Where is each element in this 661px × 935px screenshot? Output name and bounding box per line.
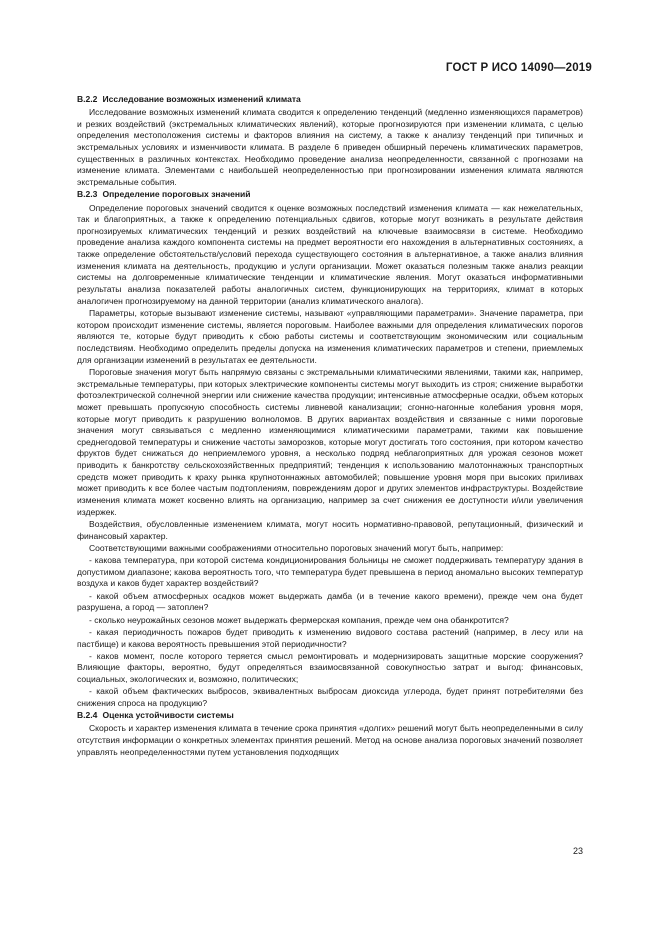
list-item: - сколько неурожайных сезонов может выдержать фермерская компания, прежде чем она обанкротится? <box>89 614 509 625</box>
list-item: - какой объем фактических выбросов, эквивалентных выбросам диоксида углерода, будет принят потребителями без снижения спроса на продукцию? <box>77 686 583 708</box>
section-title: Оценка устойчивости системы <box>102 710 234 721</box>
list-item: - какой объем атмосферных осадков может выдержать дамба (и в течение какого времени), прежде чем она будет разрушена, а город — затоплен? <box>77 590 583 613</box>
list-item: - каков момент, после которого теряется смысл ремонтировать и модернизировать защитные морские сооружения? Влияющие факторы, вероятно, будут определяться взаимосвязанной совокупностью затрат и выгод: финансовых, социальных, экологических и, возможно, политических; <box>77 650 583 685</box>
paragraph: Исследование возможных изменений климата сводится к определению тенденций (медленно изменяющихся параметров) и резких воздействий (экстремальных климатических явлений), которые прогнозируются при изменении климата, с целью определения местоположения системы и факторов влияния на систему, а также к анализу тенденций при типичных и экстремальных условиях и изменчивости климата. В разделе 6 приведен обширный перечень климатических параметров, существенных в различных контекстах. Необходимо проведение анализа неопределенности, связанной с прогнозами на изменение климата. Элементами с наибольшей неопределенностью при прогнозировании изменения климата являются экстремальные события. <box>77 107 583 188</box>
document-body <box>77 94 583 759</box>
paragraph: Определение пороговых значений сводится к оценке возможных последствий изменения климата — как нежелательных, так и благоприятных, а также к определению потенциальных сдвигов, которые могут возникать в результате действия прогнозируемых климатических тенденций и резких воздействий на ключевые взаимосвязи в системе. Необходимо проведение анализа каждого компонента системы на предмет вероятности его нахождения в альтернативных состояниях, а также определение обстоятельств/условий перехода существующего состояния в альтернативное, а также анализ влияния изменения климата на деятельность, продукцию и услуги организации. Может оказаться полезным также анализ реакции системы на долговременные климатические тенденции и климатические явления. Могут оказаться информативными результаты анализа показателей работы аналогичных систем, функционирующих на территориях, климат в которых аналогичен прогнозируемому на данной территории (анализ климатического аналога). <box>77 202 583 306</box>
section-number: B.2.4 <box>77 710 98 721</box>
paragraph: Параметры, которые вызывают изменение системы, называют «управляющими параметрами». Значение параметра, при котором происходит изменение системы, является пороговым. Наиболее важными для определения климатических порогов являются те, которые будут приводить к сбою работы системы и соответствующим экономическим или социальным последствиям. Необходимо определить пределы допуска на изменения климатических параметров и степени, приемлемых для организации изменений в результатах ее деятельности. <box>77 308 583 365</box>
list-item: - какая периодичность пожаров будет приводить к изменению видового состава растений (например, в лесу или на пастбище) и какова вероятность превышения этой периодичности? <box>77 626 583 649</box>
paragraph: Скорость и характер изменения климата в течение срока принятия «долгих» решений могут быть неопределенными в силу отсутствия информации о конкретных элементах принятия решений. Метод на основе анализа пороговых значений позволяет управлять неопределенностями путем установления подходящих <box>77 723 583 757</box>
section-heading <box>77 710 583 722</box>
document-header: ГОСТ Р ИСО 14090—2019 <box>445 62 592 74</box>
paragraph: Воздействия, обусловленные изменением климата, могут носить нормативно-правовой, репутационный, физический и финансовый характер. <box>77 519 583 541</box>
paragraph: Соответствующими важными соображениями относительно пороговых значений могут быть, например: <box>89 542 504 553</box>
section-number: B.2.3 <box>77 189 98 200</box>
section-title: Определение пороговых значений <box>102 189 251 200</box>
section-heading <box>77 94 583 106</box>
section-heading <box>77 189 583 201</box>
page-number: 23 <box>572 846 583 856</box>
section-title: Исследование возможных изменений климата <box>102 94 301 104</box>
list-item: - какова температура, при которой система кондиционирования больницы не сможет поддерживать температуру здания в допустимом диапазоне; какова вероятность того, что температура будет превышена в период аномально высоких температур воздуха и каков будет характер воздействий? <box>77 555 583 589</box>
paragraph: Пороговые значения могут быть напрямую связаны с экстремальными климатическими явлениями, такими как, например, экстремальные температуры, при которых электрические компоненты системы могут выходить из строя; снижение выработки фотоэлектрической солнечной энергии или снижение качества продукции; интенсивные атмосферные осадки, объем которых может превышать пропускную способность системы ливневой канализации; сгонно-нагонные колебания уровня моря, которые могут приводить к разрушению волноломов. В других вариантах воздействия и связанные с ними пороговые значения могут связываться с медленно изменяющимися климатическими параметрами, такими как повышение среднегодовой температуры и снижение частоты заморозков, которые могут достигать того состояния, при котором качество фруктов будет снижаться до неприемлемого уровня, а несколько подряд неблагоприятных для урожая сезонов может приводить к банкротству сельскохозяйственных предприятий; тенденция к использованию малотоннажных транспортных средств может приводить к краху рынка крупнотоннажных автомобилей; повышение уровня моря при высоких приливах может приводить к все более частым подтоплениям, повреждениям дорог и других элементов инфраструктуры. Воздействие изменения климата может косвенно влиять на организацию, например за счет снижения ее доступности и/или увеличения издержек. <box>77 366 583 517</box>
section-number: B.2.2 <box>77 94 98 104</box>
